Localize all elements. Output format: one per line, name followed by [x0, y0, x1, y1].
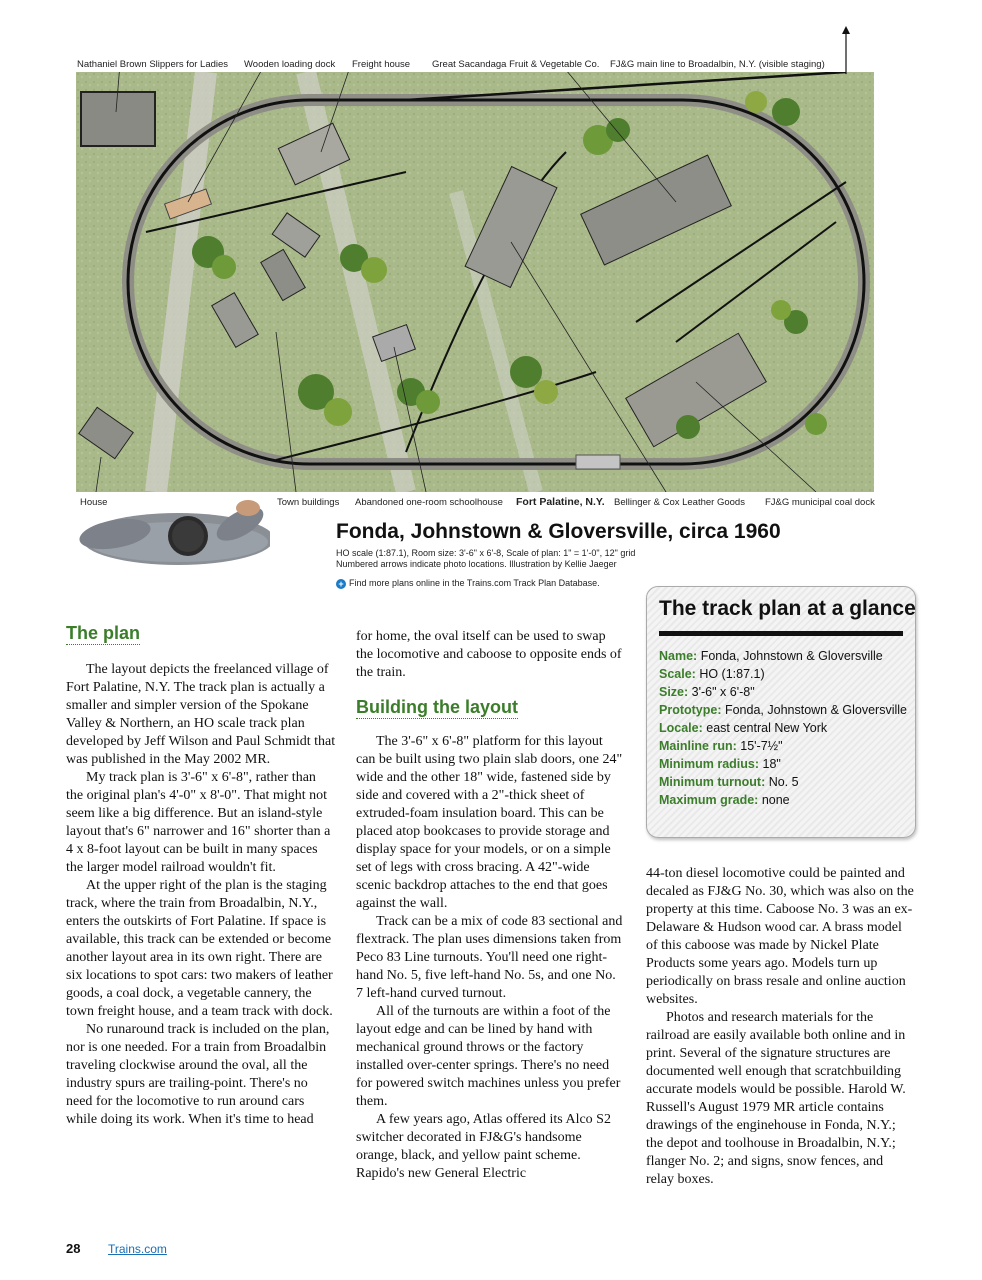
article-column-3 — [646, 865, 914, 1189]
glance-divider — [659, 631, 903, 636]
plan-label-fort-palatine: Fort Palatine, N.Y. — [516, 496, 605, 508]
article-column-1 — [66, 624, 336, 1129]
plan-label-slippers: Nathaniel Brown Slippers for Ladies — [77, 59, 229, 70]
section-heading-the-plan: The plan — [66, 623, 141, 643]
paragraph: My track plan is 3'-6" x 6'-8", rather than the original plan's 4'-0" x 8'-0". That might not seem like a big difference. But an island-style layout that's 6" narrower and 16" shorter than a 4 x 8-foot layout can be built in many spaces the larger model railroad wouldn't fit. — [66, 770, 331, 875]
page-number: 28 — [66, 1241, 81, 1256]
plan-label-coal-dock: FJ&G municipal coal dock — [765, 497, 875, 508]
article-column-2 — [356, 628, 624, 1183]
paragraph: The 3'-6" x 6'-8" platform for this layout can be built using two plain slab doors, one 24" wide and the other 18" wide, fastened side by side and covered with a 2"-thick sheet of extruded-foam insulation board. This can be placed atop bookcases to provide storage and display space for your models, or on a simple set of legs with cross bracing. A 42"-wide scenic backdrop attaches to the end that goes against the wall. — [356, 734, 623, 911]
paragraph: All of the turnouts are within a foot of the layout edge and can be lined by hand with mechanical ground throws or the factory installed over-center springs. There's no need for powered switch machines unless you prefer them. — [356, 1004, 621, 1109]
track-plan-illustration — [76, 72, 874, 492]
plan-label-house: House — [80, 497, 108, 508]
plan-specs: HO scale (1:87.1), Room size: 3'-6" x 6'-8, Scale of plan: 1" = 1'-0", 12" grid — [336, 548, 636, 558]
plan-title: Fonda, Johnstown & Gloversville, circa 1960 — [336, 520, 781, 543]
glance-item: Prototype: Fonda, Johnstown & Gloversville — [659, 703, 908, 717]
glance-item: Mainline run: 15'-7½" — [659, 739, 783, 753]
plus-circle-icon: + — [336, 579, 346, 589]
paragraph: No runaround track is included on the plan, nor is one needed. For a train from Broadalbin traveling clockwise around the oval, all the industry spurs are trailing-point. There's no need for the locomotive to run around cars while doing its work. When it's time to head — [66, 1022, 330, 1127]
paragraph: The layout depicts the freelanced village of Fort Palatine, N.Y. The track plan is actually a smaller and simpler version of the Spokane Valley & Northern, an HO scale track plan developed by Jeff Wilson and Paul Schmidt that was published in the May 2002 MR. — [66, 662, 336, 767]
glance-item: Minimum radius: 18" — [659, 757, 781, 771]
glance-item: Scale: HO (1:87.1) — [659, 667, 765, 681]
glance-list — [659, 647, 909, 809]
track-plan-database-link[interactable] — [336, 578, 600, 589]
glance-item: Minimum turnout: No. 5 — [659, 775, 799, 789]
track-plan-database-link-text: Find more plans online in the Trains.com Track Plan Database. — [349, 578, 600, 588]
glance-title: The track plan at a glance — [659, 597, 916, 620]
plan-credits — [336, 548, 756, 570]
trains-com-link[interactable]: Trains.com — [108, 1242, 167, 1256]
paragraph: for home, the oval itself can be used to swap the locomotive and caboose to opposite ends of the train. — [356, 629, 622, 680]
glance-item: Name: Fonda, Johnstown & Gloversville — [659, 649, 883, 663]
plan-label-freight-house: Freight house — [352, 59, 411, 70]
person-scale-figure — [70, 494, 270, 580]
plan-label-loading-dock: Wooden loading dock — [244, 59, 336, 70]
paragraph: 44-ton diesel locomotive could be painted and decaled as FJ&G No. 30, which was also on the property at this time. Caboose No. 3 was an ex-Delaware & Hudson wood car. A brass model of this caboose was made by Nickel Plate Products some years ago. Models turn up periodically on brass resale and online auction websites. — [646, 866, 914, 1007]
glance-box — [646, 586, 916, 838]
glance-item: Size: 3'-6" x 6'-8" — [659, 685, 755, 699]
staging-arrow-icon — [840, 26, 852, 74]
plan-label-town-buildings: Town buildings — [277, 497, 340, 508]
paragraph: A few years ago, Atlas offered its Alco S2 switcher decorated in FJ&G's handsome orange, black, and yellow paint scheme. Rapido's new General Electric — [356, 1112, 611, 1181]
plan-label-fruit-vegetable: Great Sacandaga Fruit & Vegetable Co. — [432, 59, 600, 70]
plan-label-schoolhouse: Abandoned one-room schoolhouse — [355, 497, 503, 508]
glance-item: Maximum grade: none — [659, 793, 790, 807]
section-heading-building-layout: Building the layout — [356, 697, 518, 717]
paragraph: Photos and research materials for the railroad are easily available both online and in print. Several of the signature structures are documented well enough that scratchbuilding accurate models would be possible. Harold W. Russell's August 1979 MR article contains drawings of the enginehouse in Fonda, N.Y.; the depot and toolhouse in Broadalbin, N.Y.; flanger No. 2; and signs, snow fences, and relay boxes. — [646, 1010, 906, 1187]
plan-label-main-line: FJ&G main line to Broadalbin, N.Y. (visible staging) — [610, 59, 825, 70]
paragraph: At the upper right of the plan is the staging track, where the train from Broadalbin, N.Y., enters the outskirts of Fort Palatine. If space is available, this track can be extended or become another layout area in its own right. There are six locations to spot cars: two makers of leather goods, a coal dock, a vegetable cannery, the town freight house, and a team track with dock. — [66, 878, 333, 1019]
paragraph: Track can be a mix of code 83 sectional and flextrack. The plan uses dimensions taken from Peco 83 Line turnouts. You'll need one right-hand No. 5, five left-hand No. 5s, and one No. 7 left-hand curved turnout. — [356, 914, 623, 1001]
glance-item: Locale: east central New York — [659, 721, 828, 735]
plan-label-leather-goods: Bellinger & Cox Leather Goods — [614, 497, 745, 508]
plan-illustration-credit: Numbered arrows indicate photo locations. Illustration by Kellie Jaeger — [336, 559, 617, 569]
